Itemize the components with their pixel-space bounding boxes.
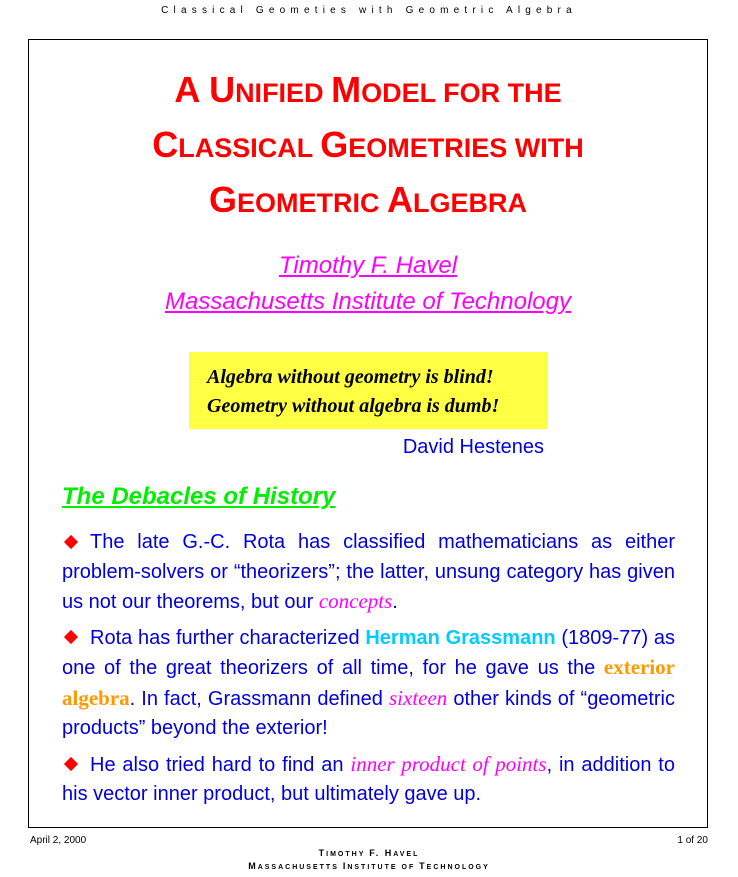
text-run: C (152, 124, 179, 165)
bullet-list (62, 528, 675, 816)
text-run: LGEBRA (413, 188, 528, 218)
text-run: NIFIED (235, 78, 332, 108)
text-run: G (320, 124, 349, 165)
text-run: Herman Grassmann (365, 626, 556, 649)
text-run: I (342, 861, 348, 871)
text-run: NSTITUTE OF (347, 864, 420, 871)
text-run: other kinds of “geometric products” beyond the exterior! (62, 687, 676, 739)
section-heading[interactable]: The Debacles of History (62, 483, 336, 510)
bullet-item (62, 750, 675, 810)
text-run: . (392, 591, 398, 613)
text-run: inner product of points (350, 751, 547, 776)
footer-institution (0, 861, 738, 871)
quote-line: Geometry without algebra is dumb! (207, 395, 500, 417)
title-line (28, 64, 708, 119)
text-run: concepts (318, 589, 393, 613)
slide-title (28, 64, 708, 229)
text-run: IMOTHY (326, 851, 370, 858)
red-diamond-icon (64, 535, 78, 549)
footer-date: April 2, 2000 (30, 835, 87, 846)
quote-box (189, 352, 548, 429)
title-line (28, 174, 708, 229)
author-affiliation[interactable]: Massachusetts Institute of Technology (164, 288, 571, 315)
text-run: sixteen (389, 685, 448, 710)
title-line (28, 119, 708, 174)
text-run: F. H (369, 848, 394, 858)
text-run: . In fact, Grassmann defined (129, 687, 389, 710)
text-run: M (248, 861, 258, 871)
text-run: T (318, 848, 327, 858)
footer-page-number: 1 of 20 (677, 835, 708, 846)
text-run: Rota has further characterized (90, 626, 366, 649)
red-diamond-icon (64, 630, 78, 644)
author-name[interactable]: Timothy F. Havel (278, 252, 458, 279)
text-run: A (174, 69, 210, 110)
text-run: U (209, 69, 236, 110)
bullet-item (62, 624, 675, 744)
red-diamond-icon (64, 757, 78, 771)
text-run: A (387, 179, 414, 220)
quote-attribution: David Hestenes (402, 436, 544, 458)
text-run: exterior algebra (62, 655, 675, 710)
text-run: ODEL FOR THE (361, 78, 562, 108)
text-run: AVEL (393, 851, 420, 858)
text-run: EOMETRIC (237, 188, 388, 218)
running-head: Classical Geometies with Geometric Algebra (161, 5, 577, 16)
text-run: LASSICAL (178, 133, 321, 163)
text-run: He also tried hard to find an (90, 753, 351, 776)
text-run: The late G.-C. Rota has classified mathematicians as either problem-solvers or “theorizers”; the latter, unsung category has given us not our theorems, but our (62, 531, 675, 613)
footer-author (0, 848, 738, 858)
text-run: EOMETRIES WITH (348, 133, 584, 163)
bullet-item (62, 528, 675, 618)
text-run: M (331, 69, 362, 110)
text-run: ECHNOLOGY (426, 864, 490, 871)
text-run: ASSACHUSETTS (257, 864, 343, 871)
quote-line: Algebra without geometry is blind! (207, 366, 494, 388)
text-run: (1809-77) as one of the great theorizers of all time, for he gave us the (62, 626, 675, 679)
text-run: G (208, 179, 237, 220)
text-run: T (419, 861, 427, 871)
text-run: , in addition to his vector inner product, but ultimately gave up. (62, 753, 675, 805)
